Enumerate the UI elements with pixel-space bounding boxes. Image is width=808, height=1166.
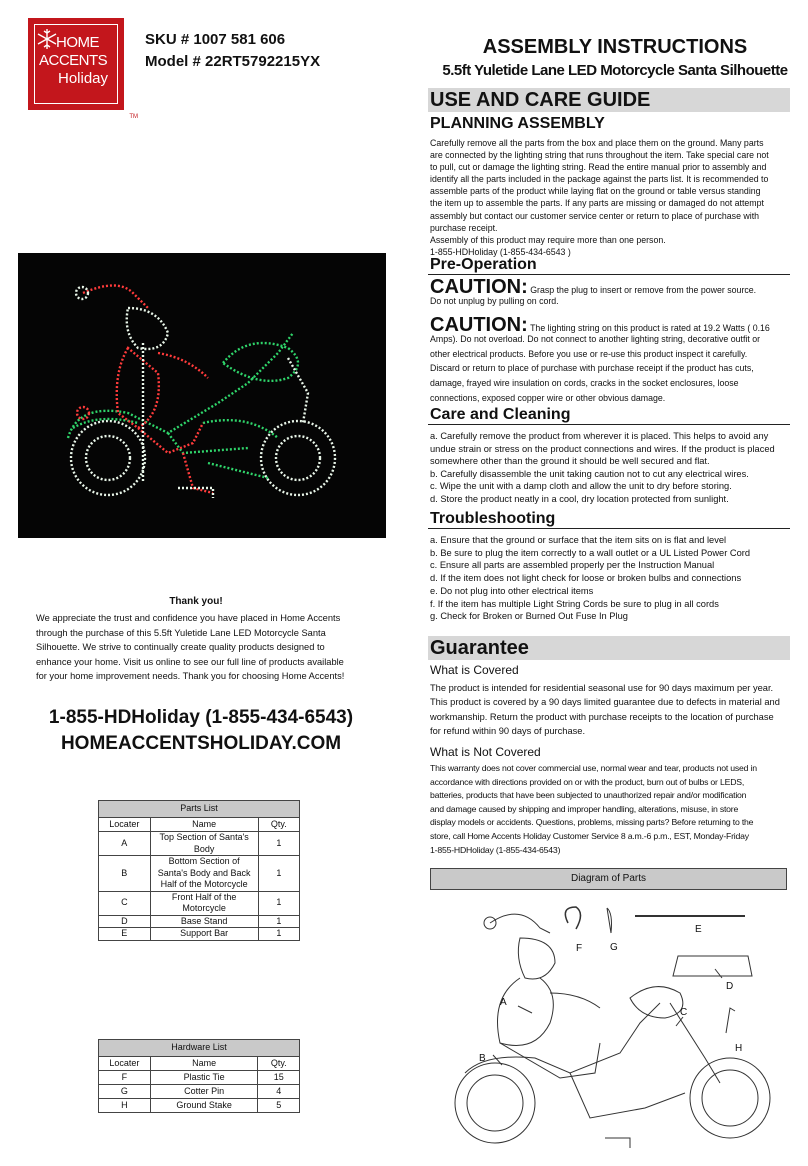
table-row: [99, 891, 300, 915]
text-line: d. Store the product neatly in a cool, dry location protected from sunlight.: [430, 493, 729, 504]
text-line: a. Ensure that the ground or surface that the item sits on is flat and level: [430, 535, 727, 545]
customer-service-phone: 1-855-HDHoliday (1-855-434-6543): [48, 707, 354, 728]
care-text: [430, 430, 795, 506]
text-line: This warranty does not cover commercial use, normal wear and tear, products not used in: [430, 763, 757, 773]
cell-locater: H: [99, 1099, 151, 1113]
cell-locater: E: [99, 928, 151, 941]
pre-operation-heading: Pre-Operation: [428, 256, 790, 275]
caution-text: Discard or return to place of purchase with purchase receipt if the product has cuts,: [430, 363, 754, 374]
caution-text: other electrical products. Before you use or re-use this product inspect it carefully.: [430, 348, 748, 359]
table-row: [99, 928, 300, 941]
table-row: [99, 832, 300, 856]
cell-qty: 5: [258, 1099, 300, 1113]
cell-locater: C: [99, 891, 151, 915]
diagram-label-b: B: [479, 1053, 486, 1064]
table-row: [99, 1099, 300, 1113]
logo-line-1: HOME: [56, 34, 99, 51]
text-line: for refund within 90 days of purchase.: [430, 725, 586, 736]
text-line: batteries, products that have been subjected to unauthorized repair and/or modification: [430, 790, 747, 801]
text-line: and damage caused by shipping and improper handling, alterations, misuse, in store: [430, 803, 739, 814]
text-line: 1-855-HDHoliday (1-855-434-6543 ): [430, 246, 571, 257]
name-line: Half of the Motorcycle: [160, 879, 248, 889]
text-line: accordance with directions provided on or with the product, burn out of bulbs or LEDS,: [430, 776, 745, 787]
parts-list-title: Parts List: [99, 801, 300, 818]
document-subtitle: 5.5ft Yuletide Lane LED Motorcycle Santa Silhouette: [442, 62, 788, 79]
cell-name: Support Bar: [150, 928, 258, 941]
cell-name: [150, 832, 258, 856]
covered-text: [430, 681, 795, 738]
cell-name: Ground Stake: [150, 1099, 258, 1113]
diagram-title: Diagram of Parts: [430, 868, 787, 890]
text-line: through the purchase of this 5.5ft Yuletide Lane LED Motorcycle Santa: [36, 627, 326, 638]
cell-name: [150, 856, 258, 892]
name-line: Top Section of Santa's: [159, 832, 249, 842]
column-header-qty: Qty.: [258, 1057, 300, 1071]
cell-qty: 1: [258, 891, 299, 915]
text-line: the item up to assemble the parts. If any parts are missing or damaged do not attempt: [430, 198, 764, 209]
cell-name: [150, 891, 258, 915]
thank-you-heading: Thank you!: [169, 596, 223, 607]
column-header-locater: Locater: [99, 1057, 151, 1071]
caution-text: Grasp the plug to insert or remove from the power source.: [530, 285, 757, 295]
text-line: for your home improvement needs. Thank you for choosing Home Accents!: [36, 671, 345, 682]
cell-name: Base Stand: [150, 915, 258, 928]
caution-label: CAUTION:: [430, 314, 528, 336]
caution-1: [430, 276, 790, 309]
text-line: 1-855-HDHoliday (1-855-434-6543): [430, 844, 561, 855]
text-line: f. If the item has multiple Light String Cords be sure to plug in all cords: [430, 598, 719, 609]
text-line: purchase receipt.: [430, 222, 498, 233]
text-line: enhance your home. Visit us online to see our full line of products available: [36, 656, 344, 667]
guarantee-heading: Guarantee: [428, 636, 790, 660]
text-line: Silhouette. We strive to continually create quality products designed to: [36, 642, 325, 653]
column-header-name: Name: [150, 818, 258, 832]
text-line: c. Ensure all parts are assembled properly per the Instruction Manual: [430, 560, 715, 571]
thank-you-text: [36, 611, 366, 684]
text-line: a. Carefully remove the product from wherever it is placed. This helps to avoid any: [430, 431, 769, 441]
planning-heading: PLANNING ASSEMBLY: [430, 115, 605, 132]
care-heading: Care and Cleaning: [428, 406, 790, 425]
cell-locater: F: [99, 1071, 151, 1085]
caution-2: [430, 314, 790, 406]
document-title: ASSEMBLY INSTRUCTIONS: [482, 36, 748, 58]
diagram-label-g: G: [610, 942, 618, 953]
parts-diagram: [430, 893, 800, 1161]
caution-text: Do not unplug by pulling on cord.: [430, 295, 559, 306]
what-is-not-covered-heading: What is Not Covered: [430, 745, 541, 759]
use-care-heading: USE AND CARE GUIDE: [428, 88, 790, 112]
text-line: We appreciate the trust and confidence you have placed in Home Accents: [36, 613, 341, 623]
hardware-list-table: [98, 1039, 300, 1113]
logo-line-3: Holiday: [58, 70, 109, 87]
text-line: identify all the parts included in the package against the parts list. It is recommended to: [430, 174, 769, 185]
text-line: workmanship. Return the product with purchase receipts to the location of purchase: [430, 711, 774, 722]
column-header-name: Name: [150, 1057, 258, 1071]
product-photo: [18, 253, 386, 538]
cell-name: Cotter Pin: [150, 1085, 258, 1099]
caution-text: The lighting string on this product is rated at 19.2 Watts ( 0.16: [530, 323, 770, 333]
snowflake-icon: [36, 28, 58, 50]
text-line: g. Check for Broken or Burned Out Fuse In Plug: [430, 611, 628, 622]
table-row: [99, 915, 300, 928]
text-line: Assembly of this product may require more than one person.: [430, 234, 666, 245]
hardware-list-title: Hardware List: [99, 1040, 300, 1057]
name-line: Body: [193, 843, 215, 854]
troubleshooting-text: [430, 534, 795, 623]
home-accents-holiday-logo: [28, 18, 138, 120]
table-row: [99, 856, 300, 892]
name-line: Santa's Body and Back: [157, 867, 251, 878]
text-line: somewhere other than the ground it should be well secured and flat.: [430, 456, 710, 467]
santa-motorcycle-led-image: [18, 253, 386, 538]
column-header-qty: Qty.: [258, 818, 299, 832]
text-line: assemble parts of the product while laying flat on the ground or table versus standing: [430, 186, 761, 197]
text-line: b. Carefully disassemble the unit taking caution not to cut any electrical wires.: [430, 468, 749, 479]
trademark-mark: TM: [129, 114, 138, 120]
text-line: c. Wipe the unit with a damp cloth and allow the unit to dry before storing.: [430, 481, 732, 492]
model-number: Model # 22RT5792215YX: [145, 53, 321, 70]
caution-text: connections, exposed copper wire or other obvious damage.: [430, 392, 666, 403]
diagram-label-f: F: [576, 943, 583, 954]
diagram-label-a: A: [500, 997, 507, 1008]
diagram-label-c: C: [680, 1007, 688, 1018]
text-line: This product is covered by a 90 days limited guarantee due to defects in material and: [430, 697, 780, 708]
text-line: assembly but contact our customer service center or return to place of purchase with: [430, 210, 760, 221]
diagram-label-d: D: [726, 981, 734, 992]
text-line: Carefully remove all the parts from the box and place them on the ground. Many parts: [430, 138, 764, 148]
parts-list-table: [98, 800, 300, 941]
diagram-label-h: H: [735, 1043, 743, 1054]
sku-number: SKU # 1007 581 606: [145, 31, 286, 48]
text-line: d. If the item does not light check for loose or broken bulbs and connections: [430, 573, 742, 584]
cell-locater: B: [99, 856, 151, 892]
website-url: HOMEACCENTSHOLIDAY.COM: [60, 733, 342, 754]
cell-locater: A: [99, 832, 151, 856]
what-is-covered-heading: What is Covered: [430, 663, 519, 677]
text-line: to pull, cut or damage the lighting string. Read the entire manual prior to assembly and: [430, 162, 767, 173]
table-row: [99, 1085, 300, 1099]
text-line: undue strain or stress on the product connections and wires. If the product is placed: [430, 443, 775, 454]
table-row: [99, 1071, 300, 1085]
diagram-label-e: E: [695, 924, 702, 935]
cell-qty: 4: [258, 1085, 300, 1099]
cell-qty: 1: [258, 915, 299, 928]
caution-label: CAUTION:: [430, 276, 528, 298]
name-line: Bottom Section of: [168, 856, 240, 866]
text-line: store, call Home Accents Holiday Customer Service 8 a.m.-6 p.m., EST, Monday-Friday: [430, 830, 749, 841]
logo-line-2: ACCENTS: [39, 52, 108, 69]
text-line: The product is intended for residential seasonal use for 90 days maximum per year.: [430, 683, 774, 693]
text-line: display models or accidents. Questions, problems, missing parts? Before returning to the: [430, 817, 754, 828]
not-covered-text: [430, 762, 800, 857]
cell-qty: 1: [258, 856, 299, 892]
caution-text: Amps). Do not overload. Do not connect to another lighting string, decorative outfit or: [430, 333, 761, 344]
column-header-locater: Locater: [99, 818, 151, 832]
cell-qty: 1: [258, 928, 299, 941]
caution-text: damage, frayed wire insulation on cords, cracks in the socket enclosures, loose: [430, 378, 739, 389]
troubleshooting-heading: Troubleshooting: [428, 510, 790, 529]
cell-qty: 1: [258, 832, 299, 856]
parts-line-drawing: [430, 893, 800, 1161]
planning-text: [430, 137, 795, 258]
cell-name: Plastic Tie: [150, 1071, 258, 1085]
cell-qty: 15: [258, 1071, 300, 1085]
cell-locater: D: [99, 915, 151, 928]
text-line: b. Be sure to plug the item correctly to a wall outlet or a UL Listed Power Cord: [430, 547, 751, 558]
text-line: e. Do not plug into other electrical items: [430, 585, 594, 596]
name-line: Front Half of the: [171, 891, 237, 902]
cell-locater: G: [99, 1085, 151, 1099]
name-line: Motorcycle: [182, 903, 226, 913]
text-line: are connected by the lighting string that runs throughout the item. Take special care not: [430, 150, 769, 161]
